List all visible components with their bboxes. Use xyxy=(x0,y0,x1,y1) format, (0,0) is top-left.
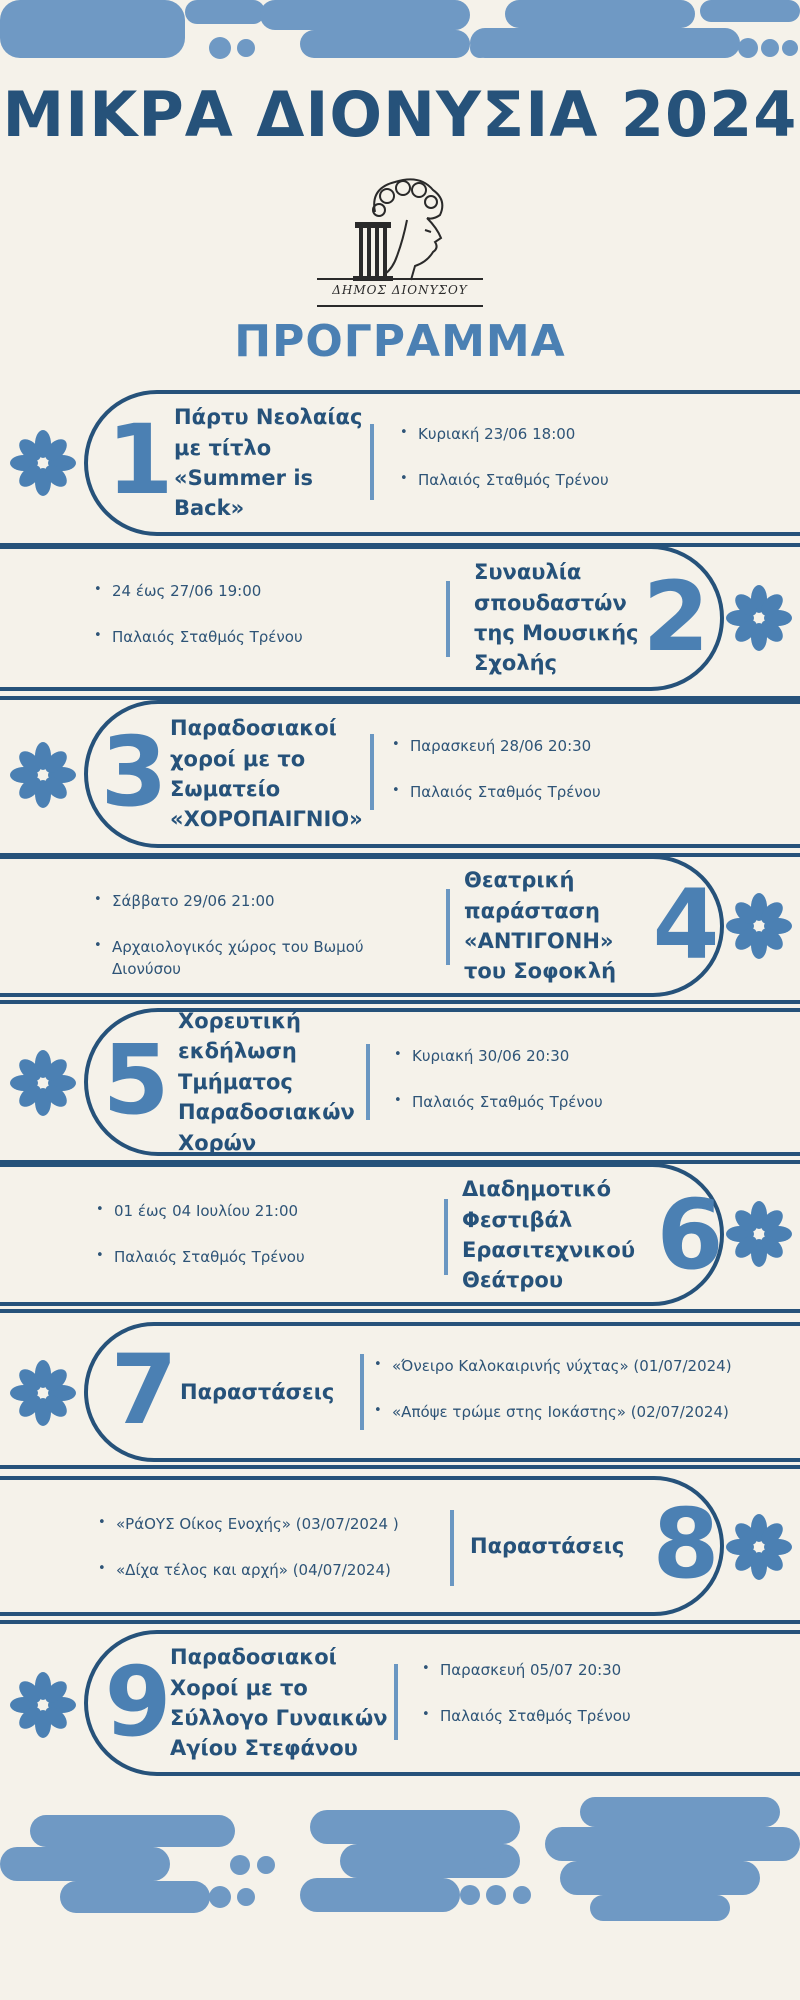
event-title: Πάρτυ Νεολαίας με τίτλο «Summer is Back» xyxy=(174,405,363,521)
event-divider xyxy=(360,1354,364,1430)
event-title: Χορευτική εκδήλωση Τμήματος Παραδοσιακών Χορών xyxy=(178,1008,355,1155)
event-number: 1 xyxy=(106,404,174,516)
event-location: • Παλαιός Σταθμός Τρένου xyxy=(390,782,760,804)
event-details xyxy=(392,1046,762,1138)
event-details xyxy=(390,736,760,828)
event-date: • Κυριακή 23/06 18:00 xyxy=(398,424,758,446)
cloud-decoration-bottom xyxy=(0,1795,800,1925)
event-number: 8 xyxy=(652,1488,720,1600)
event-divider xyxy=(444,1199,448,1275)
event-title: Παραδοσιακοί Χοροί με το Σύλλογο Γυναικών Αγίου Στεφάνου xyxy=(170,1645,388,1761)
event-performance: • «ΡάΟΥΣ Οίκος Ενοχής» (03/07/2024 ) xyxy=(96,1514,436,1536)
event-card-7 xyxy=(0,1322,800,1462)
event-title: Παραδοσιακοί χοροί με το Σωματείο «ΧΟΡΟΠΑΙΓΝΙΟ» xyxy=(170,716,363,832)
event-divider xyxy=(370,424,374,500)
event-number: 6 xyxy=(656,1179,724,1291)
flower-icon xyxy=(10,1672,76,1738)
event-card-2 xyxy=(0,545,800,691)
event-details xyxy=(420,1660,770,1752)
event-location: • Παλαιός Σταθμός Τρένου xyxy=(398,470,758,492)
event-location: • Αρχαιολογικός χώρος του Βωμού Διονύσου xyxy=(92,937,402,981)
event-divider xyxy=(370,734,374,810)
event-divider xyxy=(450,1510,454,1586)
flower-icon xyxy=(10,1360,76,1426)
event-date: • 24 έως 27/06 19:00 xyxy=(92,581,422,603)
event-title: Θεατρική παράσταση «ΑΝΤΙΓΟΝΗ» του Σοφοκλή xyxy=(464,868,617,984)
event-location: • Παλαιός Σταθμός Τρένου xyxy=(420,1706,770,1728)
flower-icon xyxy=(10,742,76,808)
event-performance: • «Όνειρο Καλοκαιρινής νύχτας» (01/07/2024) xyxy=(372,1356,782,1378)
flower-icon xyxy=(10,430,76,496)
event-number: 7 xyxy=(110,1334,178,1446)
event-card-1 xyxy=(0,390,800,536)
flower-icon xyxy=(726,893,792,959)
event-details xyxy=(372,1356,782,1448)
logo-caption: ΔΗΜΟΣ ΔΙΟΝΥΣΟΥ xyxy=(332,283,468,297)
flower-icon xyxy=(726,585,792,651)
event-details xyxy=(94,1201,414,1293)
event-card-5 xyxy=(0,1008,800,1156)
event-details xyxy=(92,891,402,1004)
flower-icon xyxy=(726,1201,792,1267)
flower-icon xyxy=(10,1050,76,1116)
event-card-8 xyxy=(0,1476,800,1616)
event-card-6 xyxy=(0,1163,800,1306)
event-divider xyxy=(366,1044,370,1120)
event-performance: • «Δίχα τέλος και αρχή» (04/07/2024) xyxy=(96,1560,436,1582)
event-number: 9 xyxy=(104,1646,172,1758)
event-title: Παραστάσεις xyxy=(470,1533,625,1558)
event-title: Παραστάσεις xyxy=(180,1379,335,1404)
flower-icon xyxy=(726,1514,792,1580)
event-number: 5 xyxy=(102,1024,170,1136)
event-number: 3 xyxy=(100,716,168,828)
event-title: Διαδημοτικό Φεστιβάλ Ερασιτεχνικού Θεάτρου xyxy=(462,1177,635,1293)
event-card-9 xyxy=(0,1630,800,1776)
event-title: Συναυλία σπουδαστών της Μουσικής Σχολής xyxy=(474,560,639,676)
event-divider xyxy=(446,581,450,657)
event-date: • Κυριακή 30/06 20:30 xyxy=(392,1046,762,1068)
event-date: • Παρασκευή 28/06 20:30 xyxy=(390,736,760,758)
page-title: ΜΙΚΡΑ ΔΙΟΝΥΣΙΑ 2024 xyxy=(2,78,798,151)
event-divider xyxy=(394,1664,398,1740)
event-number: 4 xyxy=(652,869,720,981)
event-date: • 01 έως 04 Ιουλίου 21:00 xyxy=(94,1201,414,1223)
event-details xyxy=(96,1514,436,1606)
program-heading: ΠΡΟΓΡΑΜΜΑ xyxy=(234,316,566,367)
event-date: • Παρασκευή 05/07 20:30 xyxy=(420,1660,770,1682)
event-number: 2 xyxy=(642,561,710,673)
event-card-3 xyxy=(0,700,800,848)
event-performance: • «Απόψε τρώμε στης Ιοκάστης» (02/07/2024) xyxy=(372,1402,782,1424)
event-details xyxy=(92,581,422,673)
event-location: • Παλαιός Σταθμός Τρένου xyxy=(392,1092,762,1114)
event-details xyxy=(398,424,758,516)
event-divider xyxy=(446,889,450,965)
event-location: • Παλαιός Σταθμός Τρένου xyxy=(94,1247,414,1269)
event-date: • Σάββατο 29/06 21:00 xyxy=(92,891,402,913)
event-card-4 xyxy=(0,855,800,997)
event-location: • Παλαιός Σταθμός Τρένου xyxy=(92,627,422,649)
